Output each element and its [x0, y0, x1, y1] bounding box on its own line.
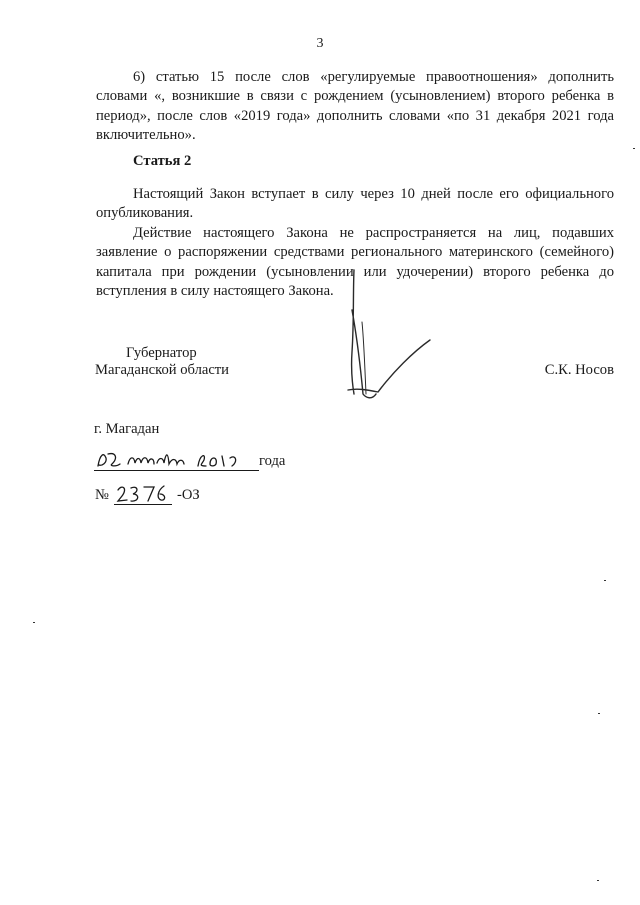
city-label: г. Магадан	[94, 421, 160, 437]
handwritten-number-drawing	[114, 482, 172, 504]
date-suffix: года	[259, 453, 286, 469]
scan-speck	[597, 880, 599, 881]
handwritten-number	[114, 482, 172, 505]
scan-speck	[598, 713, 600, 714]
number-suffix: -ОЗ	[177, 487, 200, 503]
paragraph-6: 6) статью 15 после слов «регулируемые правоотношения» дополнить словами «, возникшие в связи с рождением (усыновлением) второго ребенка в период», после слов «2019 года» дополнить словами «по 31 декабря 2021 года включительно».	[96, 69, 614, 144]
paragraph-block	[96, 68, 614, 146]
number-line	[95, 482, 275, 506]
signatory-region: Магаданской области	[95, 362, 229, 378]
scan-speck	[33, 622, 35, 623]
signatory-name: С.К. Носов	[544, 362, 614, 378]
article-heading: Статья 2	[133, 153, 192, 169]
number-sign: №	[95, 487, 109, 503]
page-number: 3	[316, 36, 324, 51]
governor-signature	[338, 262, 438, 412]
handwritten-date	[94, 448, 259, 471]
scan-speck	[604, 580, 606, 581]
handwritten-date-drawing	[94, 448, 259, 470]
signatory-title: Губернатор	[126, 345, 197, 361]
scan-speck	[633, 148, 635, 149]
article-2-paragraph-2: Действие настоящего Закона не распространяется на лиц, подавших заявление о распоряжении средствами регионального материнского (семейного) капитала при рождении (усыновлении или удочерении) второго ребенка до вступления в силу настоящего Закона.	[96, 224, 614, 300]
article-2-paragraph-1: Настоящий Закон вступает в силу через 10 дней после его официального опубликования.	[96, 186, 614, 222]
date-line	[94, 448, 314, 472]
